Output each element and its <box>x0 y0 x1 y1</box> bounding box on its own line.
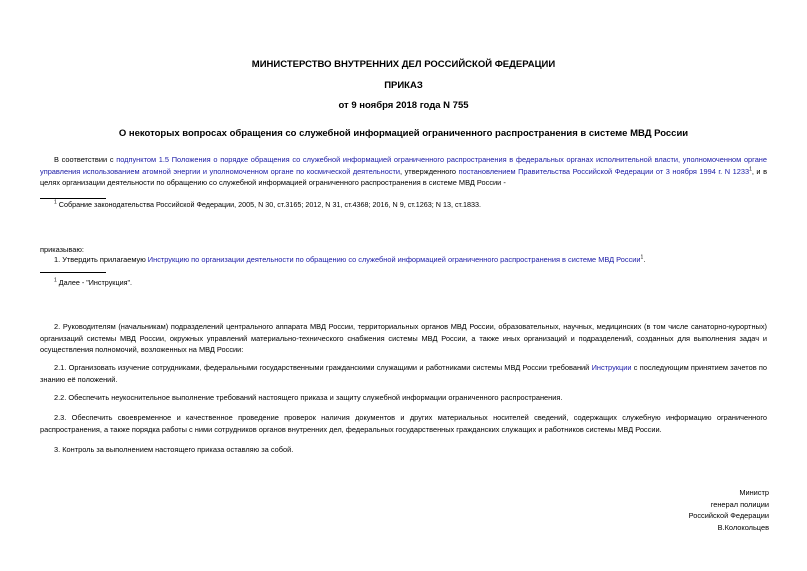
signature-block <box>689 487 769 533</box>
item-2-3: 2.3. Обеспечить своевременное и качественное проведение проверок наличия документов и других материальных носителей сведений, содержащих служебную информацию ограниченного распространения, а также порядка работы с ними сотрудников органов внутренних дел, федеральных государственных гражданских служащих и работников системы МВД России. <box>40 413 767 434</box>
footnote-ref-2[interactable]: 1 <box>640 254 644 261</box>
item-2-1-end: с последующим принятием зачетов по знанию её положений. <box>40 363 767 384</box>
item-2-1 <box>40 362 767 385</box>
link-instruction[interactable]: Инструкцию по организации деятельности по обращению со служебной информацией ограниченного распространения в системе МВД России <box>147 255 641 264</box>
signature-title: Министр <box>739 488 769 497</box>
footnote-2 <box>54 278 754 288</box>
item-2-1-text: 2.1. Организовать изучение сотрудниками, федеральными государственными гражданскими служащими и работниками системы МВД России требований <box>54 363 592 372</box>
link-government-resolution[interactable]: постановлением Правительства Российской Федерации от 3 ноября 1994 г. N 1233 <box>458 166 750 176</box>
item-1 <box>54 254 767 266</box>
date-number-heading: от 9 ноября 2018 года N 755 <box>338 100 469 111</box>
footnote-2-marker: 1 <box>54 277 57 284</box>
item-1-end: . <box>643 255 646 264</box>
order-word: приказываю: <box>40 245 84 254</box>
preamble-text-3: , и в целях организации деятельности по обращению со служебной информацией ограниченного распространения в системе МВД России - <box>40 166 768 188</box>
footnote-1-text: Собрание законодательства Российской Федерации, 2005, N 30, ст.3165; 2012, N 31, ст.4368; 2016, N 9, ст.1263; N 13, ст.1833. <box>56 200 482 209</box>
item-3: 3. Контроль за выполнением настоящего приказа оставляю за собой. <box>54 445 294 454</box>
doc-type-heading: ПРИКАЗ <box>384 80 423 91</box>
item-2-2: 2.2. Обеспечить неукоснительное выполнение требований настоящего приказа и защиту служебной информации ограниченного распространения. <box>54 393 563 402</box>
document-title: О некоторых вопросах обращения со служебной информацией ограниченного распространения в системе МВД России <box>118 128 689 139</box>
preamble-paragraph <box>40 154 767 189</box>
signature-rank: генерал полиции <box>710 499 769 509</box>
footnote-ref-1[interactable]: 1 <box>749 166 752 173</box>
footnote-divider-2 <box>40 272 106 273</box>
item-1-text: 1. Утвердить прилагаемую <box>54 255 148 264</box>
preamble-text-1: В соответствии с <box>54 155 117 164</box>
signature-name: В.Колокольцев <box>717 522 769 532</box>
item-2: 2. Руководителям (начальникам) подразделений центрального аппарата МВД России, территориальных органов МВД России, образовательных, научных, медицинских (в том числе санаторно-курортных) организаций системы МВД России, окружных управлений материально-технического снабжения системы МВД России, а также иных организаций и подразделений, созданных для выполнения задач и осуществления полномочий, возложенных на МВД России: <box>40 322 767 355</box>
preamble-text-2: , утвержденного <box>400 166 459 176</box>
footnote-divider-1 <box>40 198 106 199</box>
footnote-1 <box>54 200 754 210</box>
footnote-1-marker: 1 <box>54 199 57 206</box>
link-instruction-2[interactable]: Инструкции <box>591 363 632 372</box>
link-regulation-subclause[interactable]: подпунктом 1.5 Положения о порядке обращения со служебной информацией ограниченного распространения в федеральных органах исполнительной власти, уполномоченном органе управления использованием атомной энергии и уполномоченном органе по космической деятельности <box>40 155 767 176</box>
signature-country: Российской Федерации <box>688 511 769 520</box>
ministry-heading: МИНИСТЕРСТВО ВНУТРЕННИХ ДЕЛ РОССИЙСКОЙ ФЕДЕРАЦИИ <box>251 59 556 70</box>
footnote-2-text: Далее - "Инструкция". <box>56 278 133 287</box>
